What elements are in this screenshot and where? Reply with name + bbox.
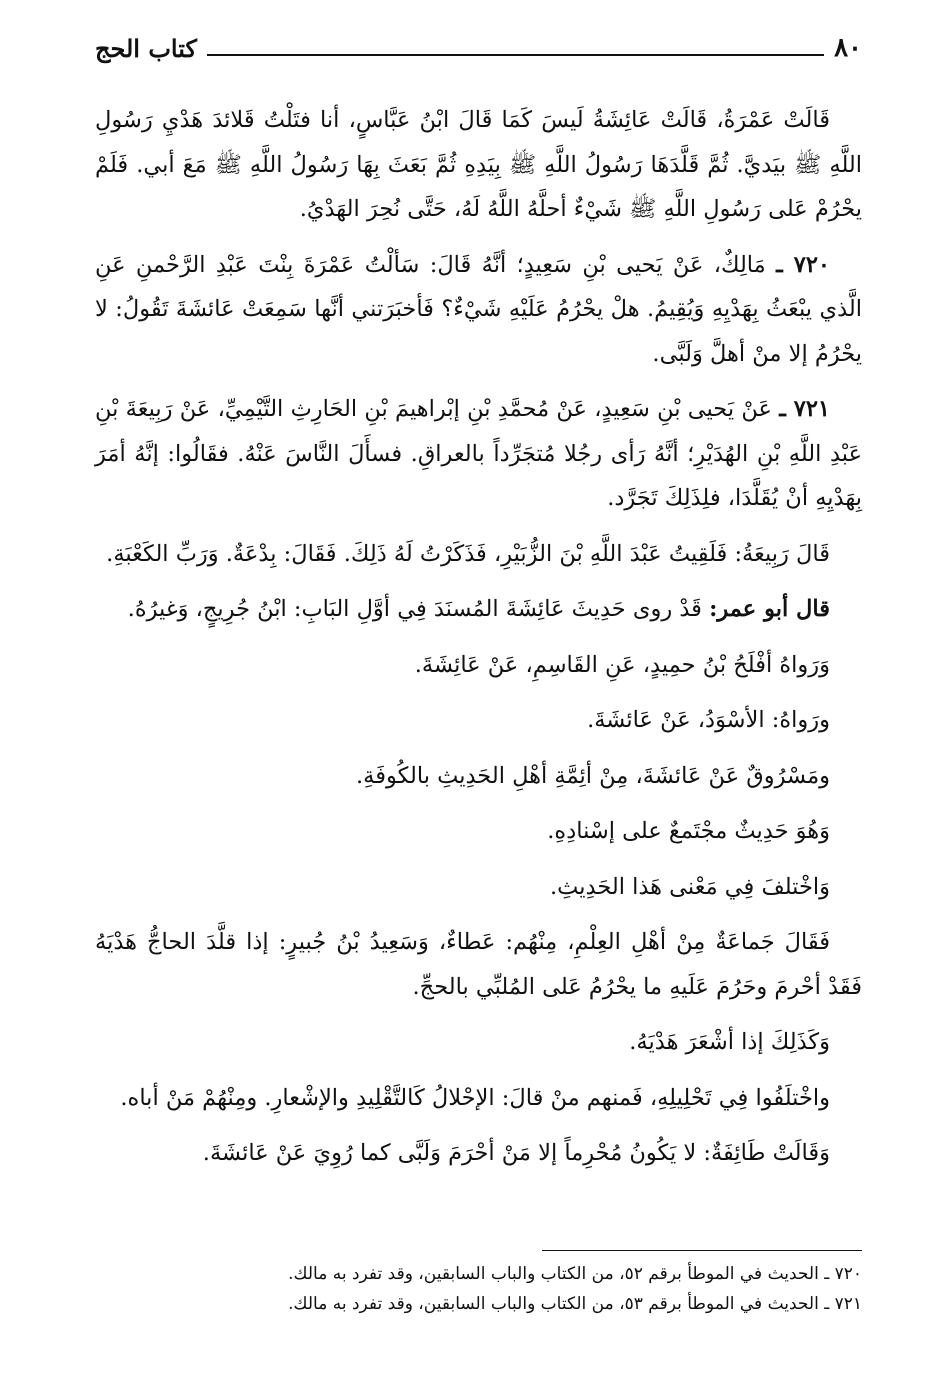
paragraph-text: ومَسْرُوقٌ عَنْ عَائشَةَ، مِنْ أئِمَّةِ أهْلِ الحَدِيثِ بالكُوفَةِ. [356,762,830,789]
commentary-paragraph [95,587,862,632]
paragraph [95,643,862,688]
paragraph [95,1020,862,1065]
paragraph-text: وَرَواهُ أفْلَحُ بْنُ حمِيدٍ، عَنِ القَاسِمِ، عَنْ عَائِشَةَ. [414,651,830,678]
paragraph [95,1131,862,1176]
paragraph [95,98,862,232]
page-number: ٨٠ [834,33,862,63]
paragraph [95,1076,862,1121]
paragraph-text: قَالَ رَبِيعَةُ: فَلَقِيتُ عَبْدَ اللَّهِ بْنَ الزُّبَيْرِ، فَذَكَرْتُ لَهُ ذَلِكَ. فَقَالَ: بِدْعَةٌ. وَرَبِّ الكَعْبَةِ. [106,540,830,567]
paragraph [95,532,862,577]
footnote-rule [542,1250,862,1251]
paragraph-text: قَدْ روى حَدِيثَ عَائِشَةَ المُسنَدَ فِي أوَّلِ البَابِ: ابْنُ جُرِيجٍ، وَغيرُهُ. [127,596,702,622]
paragraph [95,865,862,910]
paragraph-text: وَكَذَلِكَ إذا أشْعَرَ هَدْيَهُ. [629,1029,830,1055]
footnote-720: ٧٢٠ ـ الحديث في الموطأ برقم ٥٢، من الكتاب والباب السابقين، وقد تفرد به مالك. [288,1264,862,1284]
paragraph [95,754,862,799]
header-rule [207,54,824,56]
paragraph [95,809,862,854]
book-title: كتاب الحج [95,33,197,63]
paragraph-text: وَاخْتلفَ فِي مَعْنى هَذا الحَدِيثِ. [550,873,830,900]
paragraph-text: ورَواهُ: الأسْوَدُ، عَنْ عَائشَةَ. [587,707,830,733]
paragraph-text: مَالِكٌ، عَنْ يَحيى بْنِ سَعِيدٍ؛ أنَّهُ قَالَ: سَألْتُ عَمْرَةَ بِنْتَ عَبْدِ الرَّحْمنِ عَنِ الَّذي يبْعَثُ بِهَدْيِهِ وَيُقِيمُ. هلْ يحْرُمُ عَلَيْهِ شَيْءٌ؟ فَأخبَرَتني أنَّها سَمِعَتْ عَائشَةَ تَقُولُ: لا يحْرُمُ إلا منْ أهلَّ وَلَبَّى. [95,251,862,367]
paragraph-text: فَقَالَ جَماعَةٌ مِنْ أهْلِ العِلْمِ، مِنْهُم: عَطاءٌ، وَسَعِيدُ بْنُ جُبيرٍ: إذا قلَّدَ الحاجُّ هَدْيَهُ فَقَدْ أحْرمَ وحَرُمَ عَلَيهِ ما يحْرُمُ عَلى المُلبِّي بالحجِّ. [95,929,862,1000]
paragraph-text: وَقَالَتْ طَائِفَةٌ: لا يَكُونُ مُحْرِماً إلا مَنْ أحْرَمَ وَلَبَّى كما رُوِيَ عَنْ عَائشَةَ. [202,1140,830,1166]
commentary-label: قال أبو عمر: [709,596,830,622]
page-header [95,28,862,68]
paragraph-text: عَنْ يَحيى بْنِ سَعِيدٍ، عَنْ مُحمَّدِ بْنِ إبْراهيمَ بْنِ الحَارِثِ التَّيْمِيِّ، عَنْ رَبِيعَةَ بْنِ عَبْدِ اللَّهِ بْنِ الهُدَيْرِ؛ أنَّهُ رَأى رجُلا مُتجَرِّداً بالعراقِ. فسأَلَ النَّاسَ عَنْهُ. فقَالُوا: إنَّهُ أمَرَ بِهَدْيِهِ أنْ يُقَلَّدَا، فلِذَلِكَ تَجَرَّد. [95,396,862,511]
main-text [95,98,862,1187]
paragraph-text: وَهُوَ حَدِيثٌ مجْتَمعٌ على إسْنادِهِ. [547,818,830,844]
paragraph [95,920,862,1009]
hadith-number: ٧٢١ ـ [779,396,830,422]
paragraph [95,698,862,743]
paragraph-text: واخْتلَفُوا فِي تَحْلِيلِهِ، فَمنهم منْ قالَ: الإحْلالُ كَالتَّقْلِيدِ والإشْعارِ. ومِنْهُمْ مَنْ أباه. [120,1084,830,1111]
footnote-721: ٧٢١ ـ الحديث في الموطأ برقم ٥٣، من الكتاب والباب السابقين، وقد تفرد به مالك. [288,1294,862,1314]
hadith-720 [95,243,862,377]
paragraph-text: قَالَتْ عَمْرَةُ، قَالَتْ عَائِشَةُ لَيسَ كَمَا قَالَ ابْنُ عَبَّاسٍ، أنا فتَلْتُ قَلائدَ هَدْيِ رَسُولِ اللَّهِ ﷺ بيَديَّ. ثُمَّ قَلَّدَهَا رَسُولُ اللَّهِ ﷺ بِيَدِهِ ثُمَّ بَعَثَ بِهَا رَسُولُ اللَّهِ ﷺ مَعَ أبي. فَلَمْ يحْرُمْ عَلى رَسُولِ اللَّهِ ﷺ شَيْءٌ أحلَّهُ اللَّهُ لَهُ، حَتَّى نُحِرَ الهَدْيُ. [95,107,862,222]
hadith-number: ٧٢٠ ـ [776,251,830,278]
hadith-721 [95,387,862,521]
footnotes [95,1250,862,1319]
